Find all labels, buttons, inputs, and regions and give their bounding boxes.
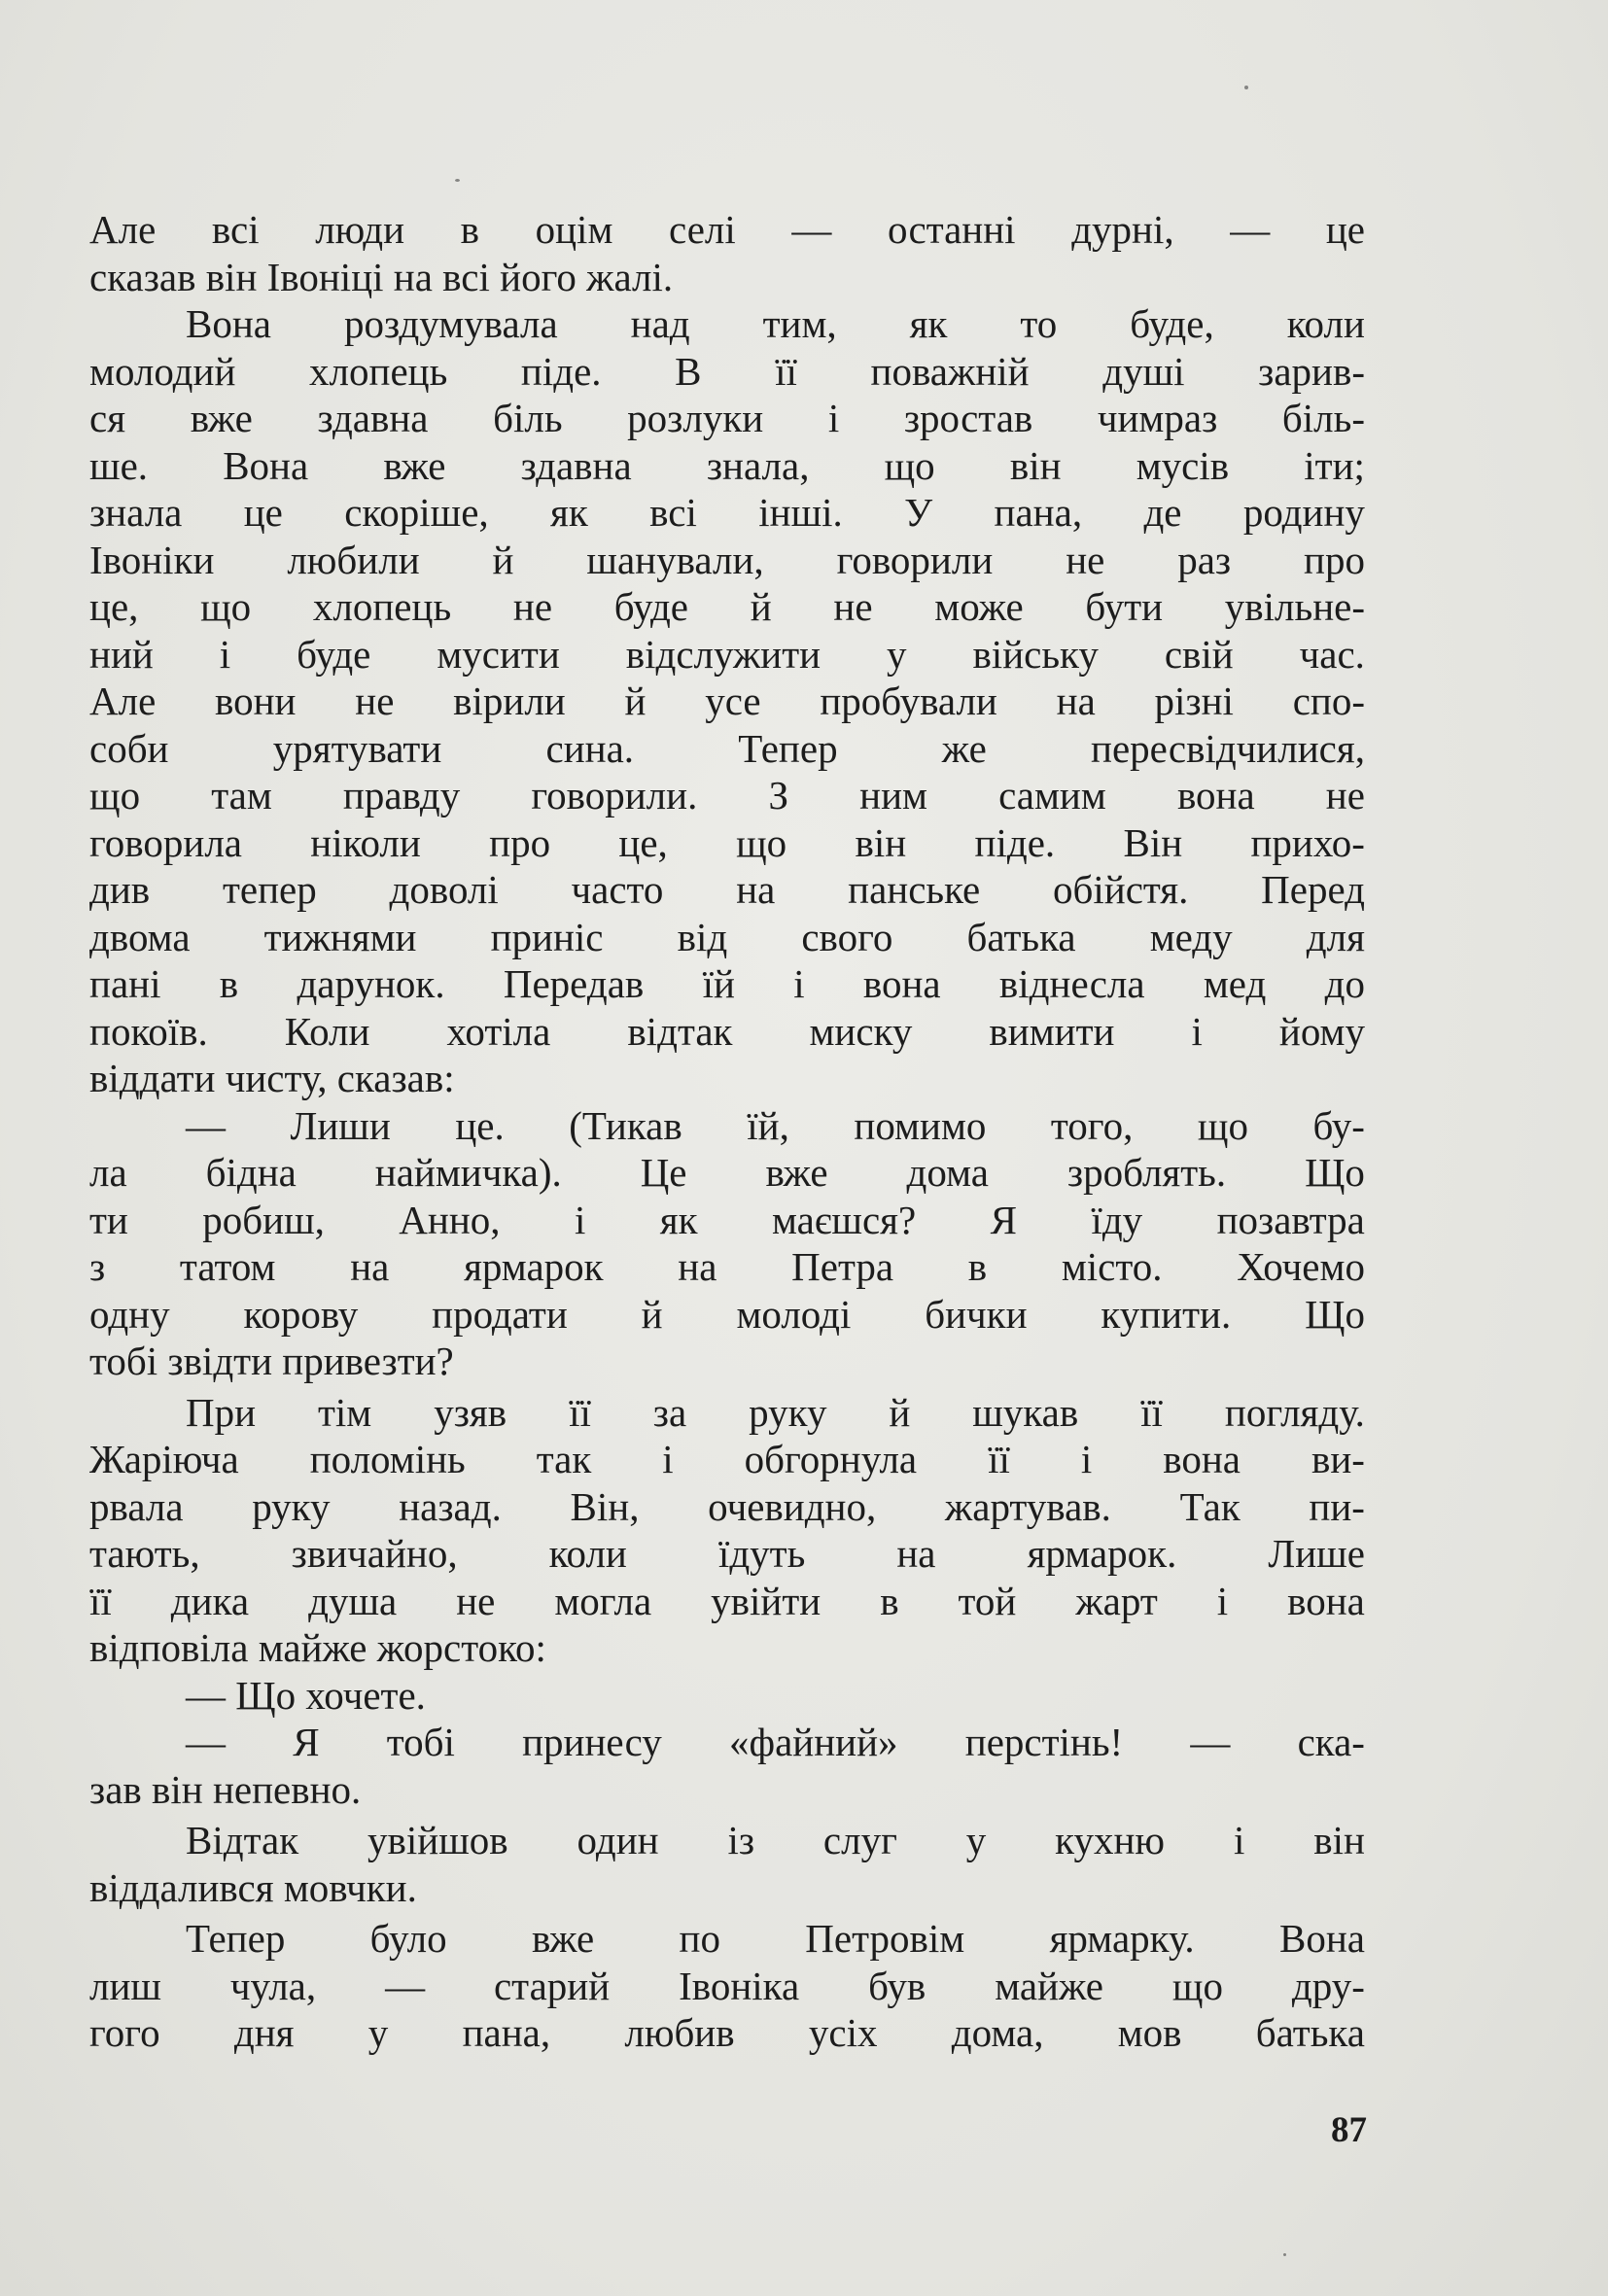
text-line: ла бідна наймичка). Це вже дома зроблять. Що bbox=[89, 1150, 1365, 1195]
text-line: тобі звідти привезти? bbox=[89, 1339, 454, 1383]
text-line: При тім узяв її за руку й шукав її погляду. bbox=[186, 1389, 1365, 1435]
text-line: ся вже здавна біль розлуки і зростав чимраз біль- bbox=[89, 396, 1365, 440]
text-line: сказав він Івоніці на всі його жалі. bbox=[89, 254, 674, 299]
text-line: Але вони не вірили й усе пробували на різні спо- bbox=[89, 678, 1365, 723]
text-line: — Я тобі принесу «файний» перстінь! — ска- bbox=[186, 1720, 1365, 1764]
paper-speck bbox=[1283, 2253, 1286, 2256]
text-line: віддалився мовчки. bbox=[89, 1864, 417, 1910]
text-line: її дика душа не могла увійти в той жарт і вона bbox=[89, 1578, 1365, 1623]
text-line: — Лиши це. (Тикав їй, помимо того, що бу- bbox=[186, 1102, 1365, 1148]
text-line: з татом на ярмарок на Петра в місто. Хочемо bbox=[89, 1244, 1365, 1289]
text-line: двома тижнями приніс від свого батька меду для bbox=[89, 914, 1365, 959]
text-line: рвала руку назад. Він, очевидно, жартував. Так пи- bbox=[89, 1483, 1365, 1529]
text-line: Івоніки любили й шанували, говорили не раз про bbox=[89, 537, 1365, 582]
text-line: Тепер було вже по Петровім ярмарку. Вона bbox=[186, 1916, 1365, 1961]
text-line: Але всі люди в оцім селі — останні дурні, — це bbox=[89, 207, 1365, 252]
text-line: пані в дарунок. Передав їй і вона віднесла мед до bbox=[89, 961, 1365, 1006]
text-line: лиш чула, — старий Івоніка був майже що дру- bbox=[89, 1963, 1365, 2008]
text-line: одну корову продати й молоді бички купити. Що bbox=[89, 1291, 1365, 1337]
paper-speck bbox=[1244, 86, 1248, 89]
text-line: що там правду говорили. З ним самим вона не bbox=[89, 773, 1365, 818]
page-number: 87 bbox=[1331, 2110, 1367, 2150]
text-line: — Що хочете. bbox=[186, 1672, 426, 1718]
text-line: покоїв. Коли хотіла відтак миску вимити і йому bbox=[89, 1008, 1365, 1054]
text-line: ний і буде мусити відслужити у війську свій час. bbox=[89, 631, 1365, 677]
text-line: Вона роздумувала над тим, як то буде, коли bbox=[186, 301, 1365, 346]
text-line: гого дня у пана, любив усіх дома, мов батька bbox=[89, 2010, 1365, 2055]
body-text bbox=[89, 206, 1365, 2057]
text-line: віддати чисту, сказав: bbox=[89, 1056, 455, 1100]
text-line: ти робиш, Анно, і як маєшся? Я їду позавтра bbox=[89, 1197, 1365, 1242]
paper-speck bbox=[455, 179, 460, 182]
text-line: див тепер доволі часто на панське обійстя. Перед bbox=[89, 867, 1365, 912]
text-line: говорила ніколи про це, що він піде. Він прихо- bbox=[89, 819, 1365, 865]
text-line: ше. Вона вже здавна знала, що він мусів іти; bbox=[89, 442, 1365, 488]
text-line: це, що хлопець не буде й не може бути увільне- bbox=[89, 584, 1365, 629]
text-line: відповіла майже жорстоко: bbox=[89, 1625, 546, 1670]
text-line: зав він непевно. bbox=[89, 1766, 362, 1812]
text-line: Відтак увійшов один із слуг у кухню і він bbox=[186, 1818, 1365, 1862]
text-line: тають, звичайно, коли їдуть на ярмарок. Лише bbox=[89, 1531, 1365, 1576]
text-line: знала це скоріше, як всі інші. У пана, де родину bbox=[89, 490, 1365, 535]
text-line: молодий хлопець піде. В її поважній душі зарив- bbox=[89, 348, 1365, 394]
text-line: Жаріюча поломінь так і обгорнула її і вона ви- bbox=[89, 1437, 1365, 1481]
text-line: соби урятувати сина. Тепер же пересвідчилися, bbox=[89, 725, 1365, 771]
